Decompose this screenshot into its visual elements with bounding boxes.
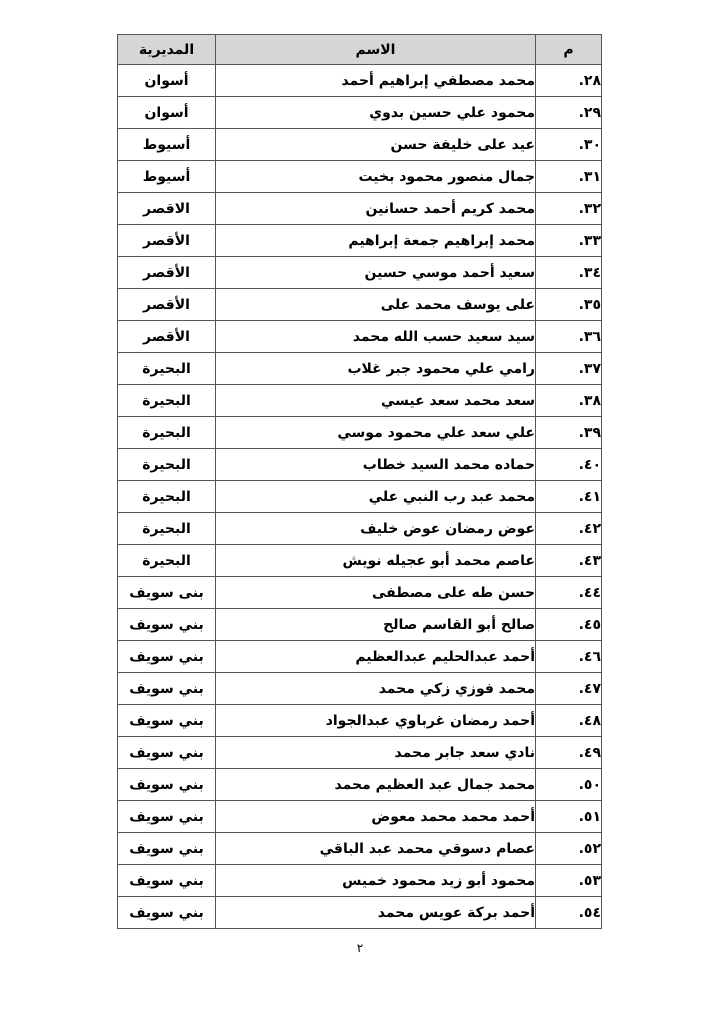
row-number: ٥٠. (536, 769, 602, 801)
table-row (118, 769, 602, 801)
row-directorate: البحيرة (118, 353, 216, 385)
table-row (118, 609, 602, 641)
row-directorate: الأقصر (118, 257, 216, 289)
row-number: ٢٩. (536, 97, 602, 129)
table-row (118, 641, 602, 673)
row-name: أحمد عبدالحليم عبدالعظيم (216, 641, 536, 673)
row-number: ٣١. (536, 161, 602, 193)
row-directorate: أسوان (118, 97, 216, 129)
row-name: عوض رمضان عوض خليف (216, 513, 536, 545)
row-directorate: بنى سويف (118, 577, 216, 609)
row-name: أحمد محمد محمد معوض (216, 801, 536, 833)
row-number: ٤٩. (536, 737, 602, 769)
row-directorate: الأقصر (118, 289, 216, 321)
row-name: نادي سعد جابر محمد (216, 737, 536, 769)
row-name: محمود علي حسين بدوي (216, 97, 536, 129)
table-row (118, 225, 602, 257)
table-row (118, 97, 602, 129)
table-row (118, 897, 602, 929)
row-name: صالح أبو القاسم صالح (216, 609, 536, 641)
row-number: ٥١. (536, 801, 602, 833)
table-row (118, 129, 602, 161)
row-number: ٤٥. (536, 609, 602, 641)
row-name: محمد عبد رب النبي علي (216, 481, 536, 513)
row-directorate: بني سويف (118, 705, 216, 737)
row-directorate: بني سويف (118, 833, 216, 865)
row-directorate: أسيوط (118, 161, 216, 193)
row-number: ٣٤. (536, 257, 602, 289)
table-row (118, 289, 602, 321)
row-name: جمال منصور محمود بخيت (216, 161, 536, 193)
row-directorate: بني سويف (118, 641, 216, 673)
row-name: محمد كريم أحمد حسانين (216, 193, 536, 225)
column-header-directorate: المديرية (118, 35, 216, 65)
row-number: ٤٧. (536, 673, 602, 705)
table-row (118, 65, 602, 97)
row-name: علي سعد علي محمود موسي (216, 417, 536, 449)
table-row (118, 737, 602, 769)
table-row (118, 833, 602, 865)
row-number: ٥٢. (536, 833, 602, 865)
row-directorate: البحيرة (118, 481, 216, 513)
table-body (118, 65, 602, 929)
names-table (117, 34, 602, 929)
row-directorate: البحيرة (118, 385, 216, 417)
table-row (118, 385, 602, 417)
row-directorate: بني سويف (118, 897, 216, 929)
row-name: سعيد أحمد موسي حسين (216, 257, 536, 289)
row-number: ٣٩. (536, 417, 602, 449)
row-name: على يوسف محمد على (216, 289, 536, 321)
row-number: ٣٠. (536, 129, 602, 161)
row-name: سعد محمد سعد عيسي (216, 385, 536, 417)
table-row (118, 801, 602, 833)
row-name: حماده محمد السيد خطاب (216, 449, 536, 481)
row-number: ٤٨. (536, 705, 602, 737)
table-row (118, 161, 602, 193)
row-number: ٣٦. (536, 321, 602, 353)
row-name: محمد جمال عبد العظيم محمد (216, 769, 536, 801)
table-row (118, 577, 602, 609)
row-directorate: البحيرة (118, 417, 216, 449)
row-number: ٤٣. (536, 545, 602, 577)
row-number: ٤٢. (536, 513, 602, 545)
row-number: ٤٠. (536, 449, 602, 481)
table-row (118, 513, 602, 545)
row-number: ٣٢. (536, 193, 602, 225)
row-number: ٤٦. (536, 641, 602, 673)
table-row (118, 321, 602, 353)
table-row (118, 865, 602, 897)
row-name: حسن طه على مصطفى (216, 577, 536, 609)
row-name: عاصم محمد أبو عجيله نويش (216, 545, 536, 577)
row-name: محمد مصطفي إبراهيم أحمد (216, 65, 536, 97)
row-directorate: بني سويف (118, 673, 216, 705)
table-header-row (118, 35, 602, 65)
row-name: أحمد بركة عويس محمد (216, 897, 536, 929)
row-name: محمود أبو زيد محمود خميس (216, 865, 536, 897)
row-directorate: بني سويف (118, 801, 216, 833)
row-directorate: الأقصر (118, 225, 216, 257)
row-directorate: البحيرة (118, 513, 216, 545)
row-number: ٣٥. (536, 289, 602, 321)
row-name: أحمد رمضان غرباوي عبدالجواد (216, 705, 536, 737)
row-directorate: أسوان (118, 65, 216, 97)
table-row (118, 353, 602, 385)
row-name: عيد على خليفة حسن (216, 129, 536, 161)
column-header-number: م (536, 35, 602, 65)
table-row (118, 705, 602, 737)
row-name: سيد سعيد حسب الله محمد (216, 321, 536, 353)
table-row (118, 449, 602, 481)
row-name: عصام دسوقي محمد عبد الباقي (216, 833, 536, 865)
row-number: ٥٣. (536, 865, 602, 897)
row-directorate: الأقصر (118, 321, 216, 353)
table-row (118, 193, 602, 225)
row-number: ٤١. (536, 481, 602, 513)
row-directorate: بني سويف (118, 737, 216, 769)
row-directorate: الاقصر (118, 193, 216, 225)
row-number: ٢٨. (536, 65, 602, 97)
table-row (118, 673, 602, 705)
row-directorate: بني سويف (118, 609, 216, 641)
row-number: ٤٤. (536, 577, 602, 609)
table-row (118, 257, 602, 289)
row-number: ٣٣. (536, 225, 602, 257)
row-name: محمد فوزي زكي محمد (216, 673, 536, 705)
table-row (118, 481, 602, 513)
column-header-name: الاسم (216, 35, 536, 65)
row-name: رامي علي محمود جبر غلاب (216, 353, 536, 385)
row-directorate: بني سويف (118, 865, 216, 897)
row-number: ٣٨. (536, 385, 602, 417)
row-number: ٣٧. (536, 353, 602, 385)
table-row (118, 545, 602, 577)
row-directorate: أسيوط (118, 129, 216, 161)
row-directorate: البحيرة (118, 449, 216, 481)
table-row (118, 417, 602, 449)
row-directorate: البحيرة (118, 545, 216, 577)
page-number: ٢ (356, 941, 364, 955)
row-number: ٥٤. (536, 897, 602, 929)
row-name: محمد إبراهيم جمعة إبراهيم (216, 225, 536, 257)
row-directorate: بني سويف (118, 769, 216, 801)
